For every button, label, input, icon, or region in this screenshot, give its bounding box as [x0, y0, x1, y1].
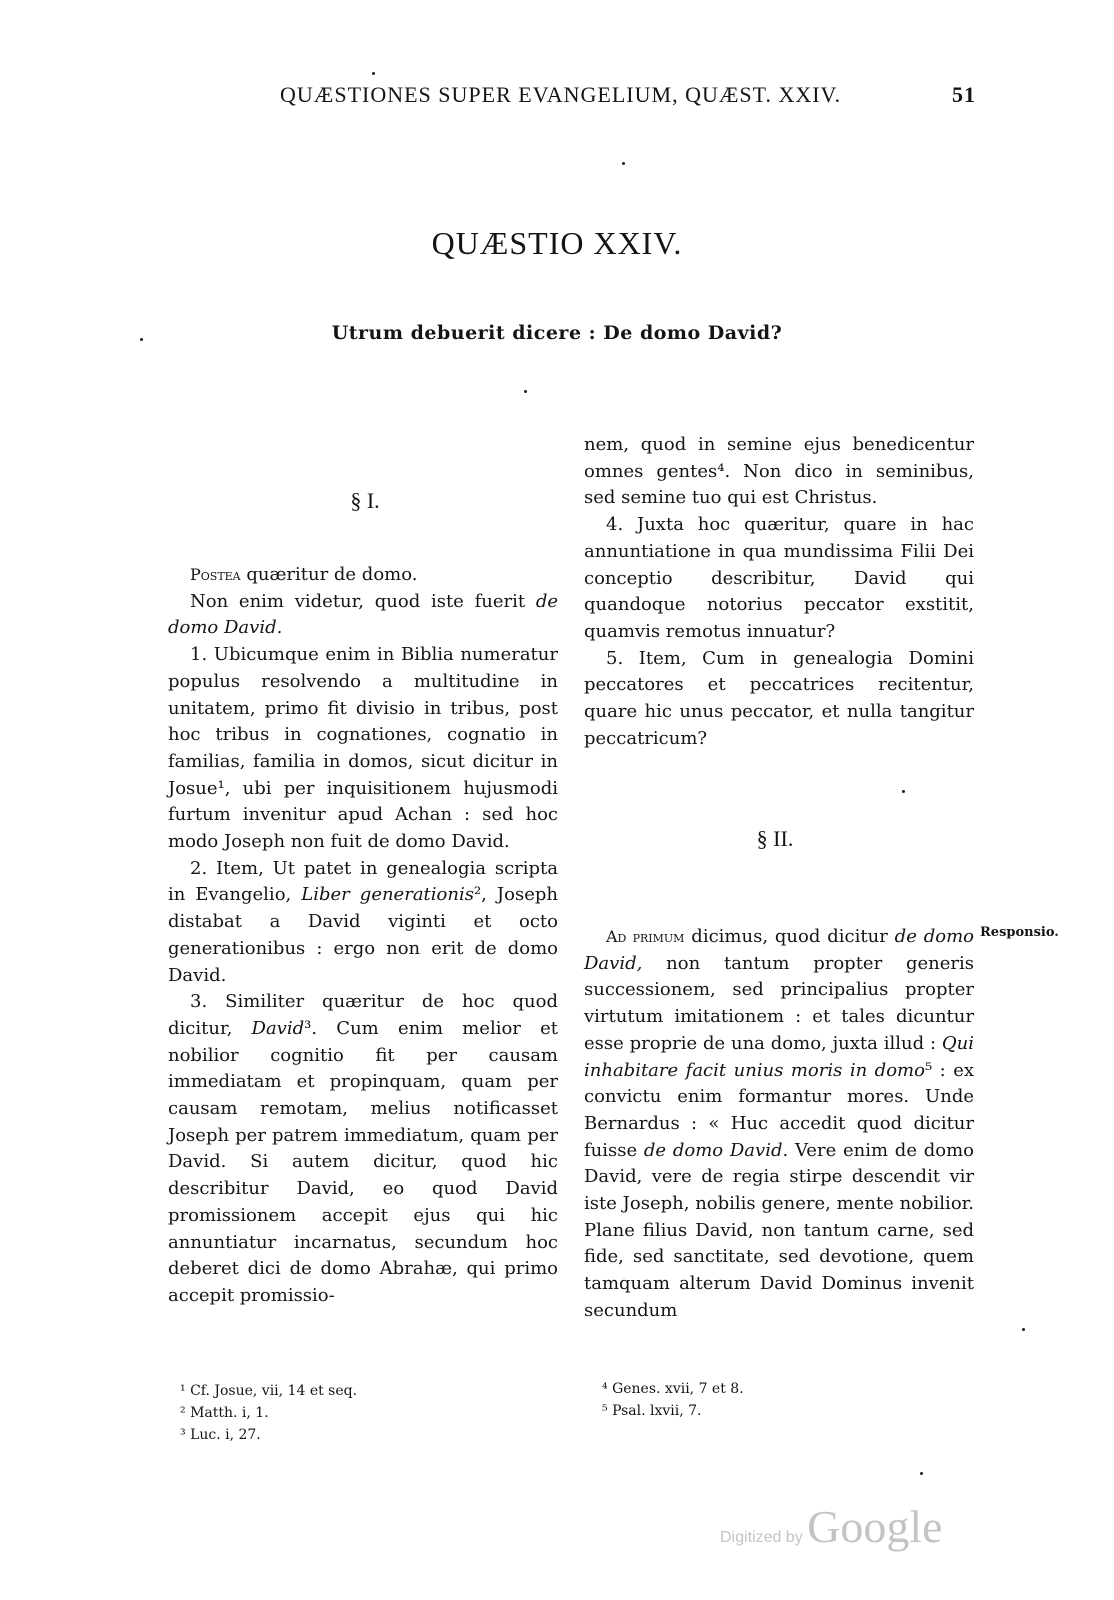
small-caps-word: Ad primum	[606, 927, 685, 946]
paragraph-text: non tantum propter generis successionem, sed principalius propter virtutum imitationem : et tales dicuntur esse proprie de una domo, juxta illud :	[584, 952, 974, 1054]
right-column-response	[584, 924, 974, 1325]
margin-note-responsio: Responsio.	[980, 925, 1059, 940]
footnote: ² Matth. i, 1.	[180, 1405, 269, 1421]
left-column	[168, 562, 558, 1310]
paragraph-3	[168, 989, 558, 1309]
print-speck	[920, 1472, 923, 1475]
footnotes-left	[180, 1380, 357, 1446]
page-number: 51	[952, 82, 976, 107]
right-column-top	[584, 432, 974, 752]
paragraph-1: 1. Ubicumque enim in Biblia numeratur populus resolvendo a multitudine in unitatem, primo fit divisio in tribus, post hoc tribus in cognationes, cognatio in familias, familia in domos, sicut dicitur in Josue¹, ubi per inquisitionem hujusmodi furtum invenitur apud Achan : sed hoc modo Joseph non fuit de domo David.	[168, 644, 558, 853]
paragraph-text: 3. Similiter quæritur de hoc quod dicitur,	[168, 991, 558, 1039]
footnote: ³ Luc. i, 27.	[180, 1427, 261, 1443]
paragraph-responsio	[584, 924, 974, 1325]
footnote: ¹ Cf. Josue, vii, 14 et seq.	[180, 1383, 358, 1399]
question-title: Utrum debuerit dicere : De domo David?	[331, 322, 783, 344]
italic-text: Qui inhabitare facit unius moris in domo	[584, 1032, 974, 1081]
paragraph-text: dicimus, quod dicitur	[684, 926, 895, 947]
small-caps-word: Postea	[190, 565, 241, 584]
paragraph-text: ³. Cum enim melior et nobilior cognitio fit per causam immediatam et propinquam, quam per causam remotam, melius notificasset Joseph per patrem immediatum, quam per David. Si autem dicitur, quod hic describitur David, eo quod David promissionem accepit ejus qui hic annuntiatur incarnatus, secundum hoc deberet dici de domo Abrahæ, qui primo accepit promissio-	[168, 1017, 559, 1306]
paragraph-text: ⁵ : ex convictu enim formantur mores. Unde Bernardus : « Huc accedit quod dicitur fuisse	[584, 1059, 975, 1161]
print-speck	[1022, 1328, 1025, 1331]
italic-text: Liber generationis	[301, 884, 474, 906]
paragraph-2	[168, 856, 558, 990]
italic-text: David	[251, 1017, 305, 1039]
italic-text: de domo David,	[584, 926, 974, 974]
print-speck	[372, 72, 375, 75]
digitized-watermark	[720, 1500, 943, 1553]
print-speck	[140, 338, 143, 341]
section-1-mark: § I.	[350, 488, 380, 513]
paragraph-text: quæritur de domo.	[240, 564, 418, 585]
paragraph-text: Non enim videtur, quod iste fuerit	[190, 590, 536, 612]
footnotes-right	[602, 1378, 744, 1422]
footnote: ⁵ Psal. lxvii, 7.	[602, 1403, 702, 1419]
footnote: ⁴ Genes. xvii, 7 et 8.	[602, 1381, 744, 1397]
paragraph-4: 4. Juxta hoc quæritur, quare in hac annuntiatione in qua mundissima Filii Dei conceptio describitur, David qui quandoque notorius peccator exstitit, quamvis remotus innuatur?	[584, 514, 974, 642]
google-logo: Google	[807, 1501, 943, 1552]
italic-text: de domo David.	[643, 1139, 789, 1161]
paragraph-postea	[168, 562, 558, 589]
paragraph-text: Vere enim de domo David, vere de regia stirpe descendit vir iste Joseph, nobilis genere, mente nobilior. Plane filius David, non tantum carne, sed fide, sed sanctitate, sed devotione, quem tamquam alterum David Dominus invenit secundum	[584, 1139, 974, 1321]
paragraph-continuation: nem, quod in semine ejus benedicentur omnes gentes⁴. Non dico in seminibus, sed semine tuo qui est Christus.	[584, 434, 974, 509]
print-speck	[902, 790, 905, 793]
paragraph-5: 5. Item, Cum in genealogia Domini peccatores et peccatrices recitentur, quare hic unus peccator, et nulla tangitur peccatricum?	[584, 647, 974, 749]
running-head-title: QUÆSTIONES SUPER EVANGELIUM, QUÆST. XXIV.	[280, 82, 842, 107]
quaestio-heading: QUÆSTIO XXIV.	[431, 225, 683, 261]
paragraph-text: ², Joseph distabat a David viginti et octo generationibus : ergo non erit de domo David.	[168, 884, 558, 986]
watermark-prefix: Digitized by	[720, 1529, 803, 1546]
print-speck	[622, 162, 625, 165]
paragraph-non-enim	[168, 589, 558, 642]
paragraph-text: 2. Item, Ut patet in genealogia scripta in Evangelio,	[168, 857, 558, 906]
section-2-mark: § II.	[756, 826, 794, 851]
print-speck	[524, 390, 527, 393]
italic-text: de domo David.	[168, 590, 558, 639]
